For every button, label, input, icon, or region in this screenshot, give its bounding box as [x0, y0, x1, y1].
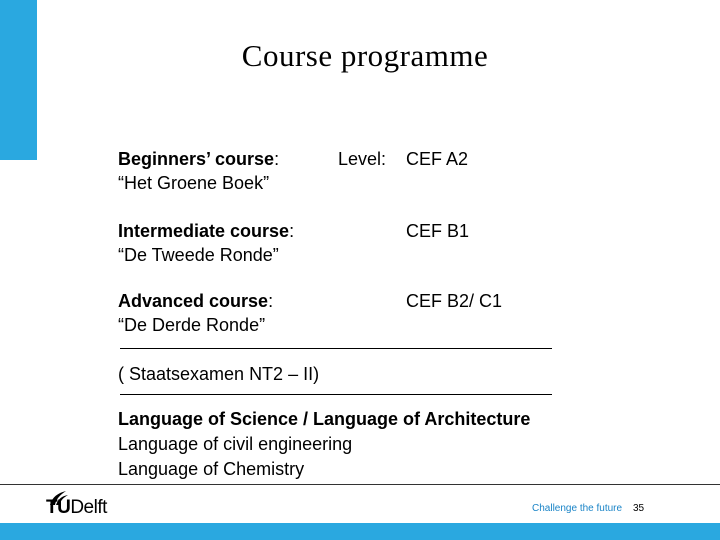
divider-bottom — [120, 394, 552, 395]
course-name: Intermediate course — [118, 221, 290, 241]
level-label: Level: — [338, 149, 387, 169]
course-beginners: Beginners’ course: “Het Groene Boek” — [118, 149, 280, 193]
language-list — [118, 407, 530, 482]
course-book: “De Derde Ronde” — [118, 315, 266, 335]
slide-title: Course programme — [241, 38, 489, 73]
accent-bar — [0, 0, 37, 160]
language-item: Language of civil engineering — [118, 434, 353, 454]
footer-slogan: Challenge the future — [532, 503, 623, 514]
course-name: Beginners’ course — [118, 149, 275, 169]
course-intermediate: Intermediate course: “De Tweede Ronde” — [118, 221, 295, 265]
tu-delft-logo — [46, 497, 107, 519]
exam-note: ( Staatsexamen NT2 – II) — [118, 364, 320, 384]
language-item: Language of Chemistry — [118, 459, 305, 479]
divider-top — [120, 348, 552, 349]
bottom-accent-bar — [0, 521, 720, 540]
language-heading: Language of Science / Language of Architecture — [118, 409, 531, 429]
course-level: CEF A2 — [406, 149, 469, 169]
course-name: Advanced course — [118, 291, 269, 311]
logo-tu: TU — [46, 497, 71, 518]
logo-delft: Delft — [70, 497, 107, 518]
course-level: CEF B2/ C1 — [406, 291, 503, 311]
course-book: “De Tweede Ronde” — [118, 245, 279, 265]
course-advanced: Advanced course: “De Derde Ronde” — [118, 291, 274, 335]
footer-divider — [0, 484, 720, 485]
course-book: “Het Groene Boek” — [118, 173, 270, 193]
course-level: CEF B1 — [406, 221, 470, 241]
page-number: 35 — [633, 503, 645, 514]
